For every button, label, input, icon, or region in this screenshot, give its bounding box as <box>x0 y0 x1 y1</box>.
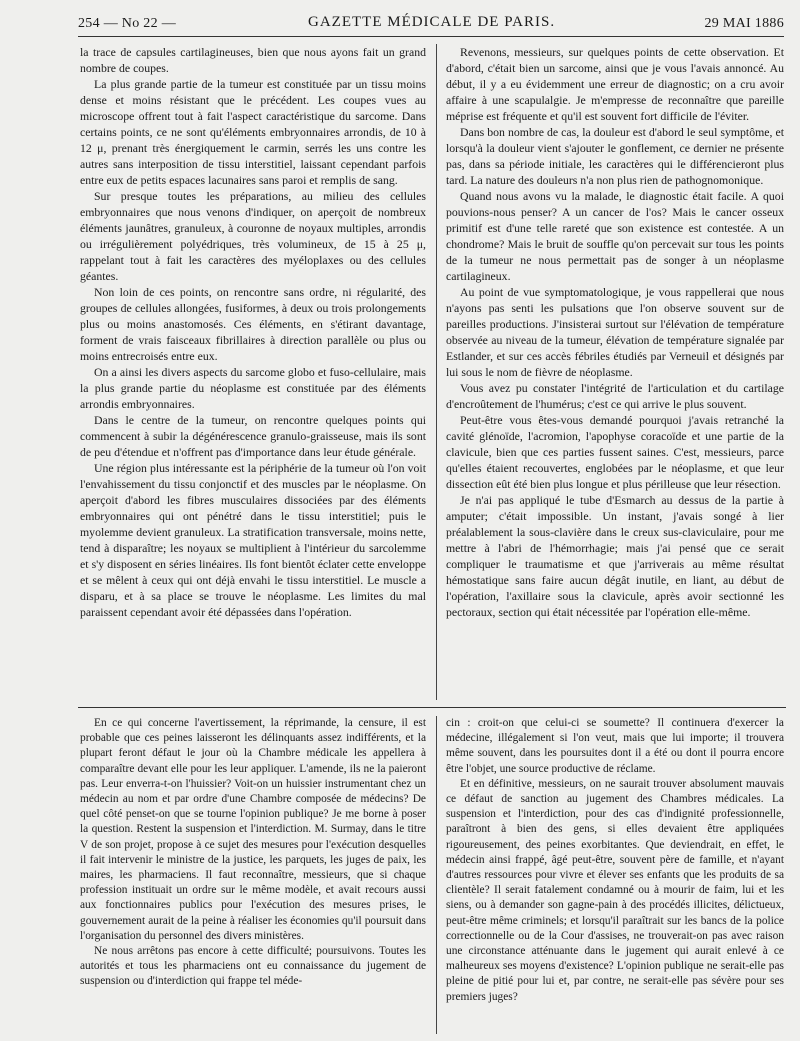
column-divider <box>436 44 437 700</box>
page-number: 254 — No 22 — <box>78 16 177 31</box>
paragraph: Quand nous avons vu la malade, le diagnostic était facile. A quoi pouvions-nous penser? A un cancer de l'os? Mais le cancer osseux primitif est d'une telle rareté que son existence est contestée. A un chondrome? Mais le bruit de souffle qu'on percevait sur tous les points de la tumeur ne nous permettait pas de songer à un néoplasme cartilagineux. <box>446 189 784 283</box>
paragraph: Non loin de ces points, on rencontre sans ordre, ni régularité, des groupes de cellules allongées, fusiformes, à deux ou trois prolongements plus ou moins anastomosés. Ces éléments, en s'étirant davantage, forment de vrais faisceaux fibrillaires à direction parallèle ou plus ou moins entrecroisés entre eux. <box>80 285 426 363</box>
column-bottom-right <box>446 716 784 1036</box>
journal-title: GAZETTE MÉDICALE DE PARIS. <box>308 14 556 30</box>
paragraph: cin : croit-on que celui-ci se soumette? Il continuera d'exercer la médecine, illégalement si l'on veut, mais que lui importe; il trouvera même souvent, dans les poursuites dont il a été ou dont il pourra encore être l'objet, une source productive de réclame. <box>446 717 784 775</box>
paragraph: Ne nous arrêtons pas encore à cette difficulté; poursuivons. Toutes les autorités et tous les pharmaciens ont eu connaissance du jugement de suspension ou d'interdiction qui frappe tel méde- <box>80 945 426 988</box>
paragraph: Une région plus intéressante est la périphérie de la tumeur où l'on voit l'envahissement du tissu conjonctif et des muscles par le néoplasme. On aperçoit d'abord les fibres musculaires dissociées par des éléments embryonnaires qui ont pénétré dans le tissu interstitiel; puis le myolemme devient granuleux. La stratification transversale, moins nette, tend à disparaître; les noyaux se multiplient à l'intérieur du sarcolemme et s'y disposent en séries linéaires. Ils font bientôt éclater cette enveloppe et se mêlent à ceux qui ont déjà envahi le tissu interstitiel. Le muscle a disparu, et à sa place se trouve le néoplasme. Les limites du mal paraissent cependant avoir été dépassées dans l'opération. <box>80 461 426 619</box>
column-bottom-left <box>80 716 426 1036</box>
column-divider <box>436 716 437 1034</box>
paragraph: Peut-être vous êtes-vous demandé pourquoi j'avais retranché la cavité glénoïde, l'acromion, l'apophyse coracoïde et une partie de la clavicule, bien que ces parties fussent saines. C'est, messieurs, parce qu'elles étaient recouvertes, englobées par le néoplasme, et que leur dissection eût été bien plus longue et plus périlleuse que leur résection. <box>446 413 784 491</box>
issue-date: 29 MAI 1886 <box>704 16 784 31</box>
column-top-right <box>446 44 784 700</box>
paragraph: Et en définitive, messieurs, on ne saurait trouver absolument mauvais ce défaut de sanction au jugement des Chambres médicales. La suspension et l'interdiction, pour des cas d'indignité professionnelle, paraîtront à bien des gens, si elles devaient être appliquées rigoureusement, des peines exorbitantes. Que deviendrait, en effet, le médecin ainsi frappé, âgé peut-être, souvent père de famille, et n'ayant d'autres ressources pour vivre et élever ses enfants que les produits de sa clientèle? Il serait fatalement condamné ou à mourir de faim, lui et les siens, ou à demander son gagne-pain à des procédés illicites, délictueux, peut-être même criminels; et lorsqu'il paraîtrait sur les bancs de la police correctionnelle ou de la Cour d'assises, ne trouverait-on pas avec raison une circonstance atténuante dans le jugement qui aurait enlevé à ce malheureux ses moyens d'existence? L'opinion publique ne serait-elle pas pleine de pitié pour lui et, par contre, ne serait-elle pas sévère pour ses premiers juges? <box>446 777 784 1003</box>
column-top-left <box>80 44 426 700</box>
paragraph: Revenons, messieurs, sur quelques points de cette observation. Et d'abord, c'était bien un sarcome, ainsi que je vous l'avais annoncé. Au début, il y a eu évidemment une erreur de diagnostic; on a cru avoir affaire à une scapulalgie. Je m'empresse de reconnaître que pareille méprise est fréquente et qu'il est souvent fort difficile de l'éviter. <box>446 45 784 123</box>
paragraph: La plus grande partie de la tumeur est constituée par un tissu moins dense et moins résistant que le précédent. Les coupes vues au microscope offrent tout à fait l'aspect caractéristique du sarcome. Dans certains points, ce ne sont qu'éléments embryonnaires arrondis, de 10 à 12 μ, prenant très énergiquement le carmin, serrés les uns contre les autres sans interposition de tissu interstitiel, laissant cependant parfois entre eux de petits espaces lacunaires sans paroi et remplis de sang. <box>80 77 426 187</box>
paragraph: Sur presque toutes les préparations, au milieu des cellules embryonnaires que nous venons d'indiquer, on aperçoit de nombreux éléments jaunâtres, granuleux, à couronne de noyaux multiples, arrondis ou irrégulièrement polyédriques, très volumineux, de 15 à 25 μ, rappelant tout à fait les caractères des myéloplaxes ou des cellules géantes. <box>80 189 426 283</box>
paragraph: Vous avez pu constater l'intégrité de l'articulation et du cartilage d'encroûtement de l'humérus; c'est ce qui arrive le plus souvent. <box>446 381 784 411</box>
paragraph: la trace de capsules cartilagineuses, bien que nous ayons fait un grand nombre de coupes. <box>80 45 426 75</box>
paragraph: Je n'ai pas appliqué le tube d'Esmarch au dessus de la partie à amputer; c'était impossible. Un instant, j'avais songé à lier préalablement la sous-clavière dans le creux sus-claviculaire, pour me mettre à l'abri de l'hémorrhagie; mais j'ai pensé que ce serait compliquer le traumatisme et que j'arriverais au même résultat hémostatique sans faire aucun dégât inutile, en liant, au début de l'opération, l'axillaire sous la clavicule, après avoir sectionné les pectoraux, section qui était nécessitée par l'opération elle-même. <box>446 493 784 619</box>
paragraph: Au point de vue symptomatologique, je vous rappellerai que nous n'ayons pas senti les pulsations que l'on observe souvent sur de pareilles productions. J'insisterai surtout sur l'élévation de température observée au niveau de la tumeur, élévation de température signalée par Estlander, et sur ces accès fébriles étudiés par Verneuil et désignés par lui sous le nom de fièvre de néoplasme. <box>446 285 784 379</box>
page-header <box>78 12 784 37</box>
paragraph: En ce qui concerne l'avertissement, la réprimande, la censure, il est probable que ces peines laisseront les délinquants assez indifférents, et la plupart feront défaut le jour où la Chambre médicale les appellera à comparaître devant elle pour les leur appliquer. L'amende, ils ne la paieront pas. Leur enverra-t-on l'huissier? Voit-on un huissier instrumentant chez un médecin au nom et par ordre d'une Chambre composée de médecins? De quel côté penset-on que se tourne l'opinion publique? Je me borne à poser la question. Restent la suspension et l'interdiction. M. Surmay, dans le titre V de son projet, propose à ce sujet des mesures pour l'exécution desquelles il fait intervenir le ministre de la justice, les parquets, les juges de paix, les maires, les pharmaciens. Il faut reconnaître, messieurs, que si chaque profession instituait un ordre sur le même modèle, et avait recours aussi aux fonctionnaires publics pour l'exécution des mesures prises, le gouvernement aurait de la peine à réaliser les économies qu'il poursuit dans l'organisation du personnel des divers ministères. <box>80 717 426 942</box>
paragraph: Dans bon nombre de cas, la douleur est d'abord le seul symptôme, et lorsqu'à la douleur vient s'ajouter le gonflement, ce dernier ne présente pas, dans sa période initiale, les caractères qui le différencieront plus tard. La nature des douleurs n'a non plus rien de pathognomonique. <box>446 125 784 187</box>
paragraph: On a ainsi les divers aspects du sarcome globo et fuso-cellulaire, mais la plus grande partie du néoplasme est constituée par des éléments arrondis embryonnaires. <box>80 365 426 411</box>
section-divider <box>78 707 786 708</box>
paragraph: Dans le centre de la tumeur, on rencontre quelques points qui commencent à subir la dégénérescence granulo-graisseuse, mais ils sont de peu d'étendue et n'offrent pas d'importance dans leur étude générale. <box>80 413 426 459</box>
